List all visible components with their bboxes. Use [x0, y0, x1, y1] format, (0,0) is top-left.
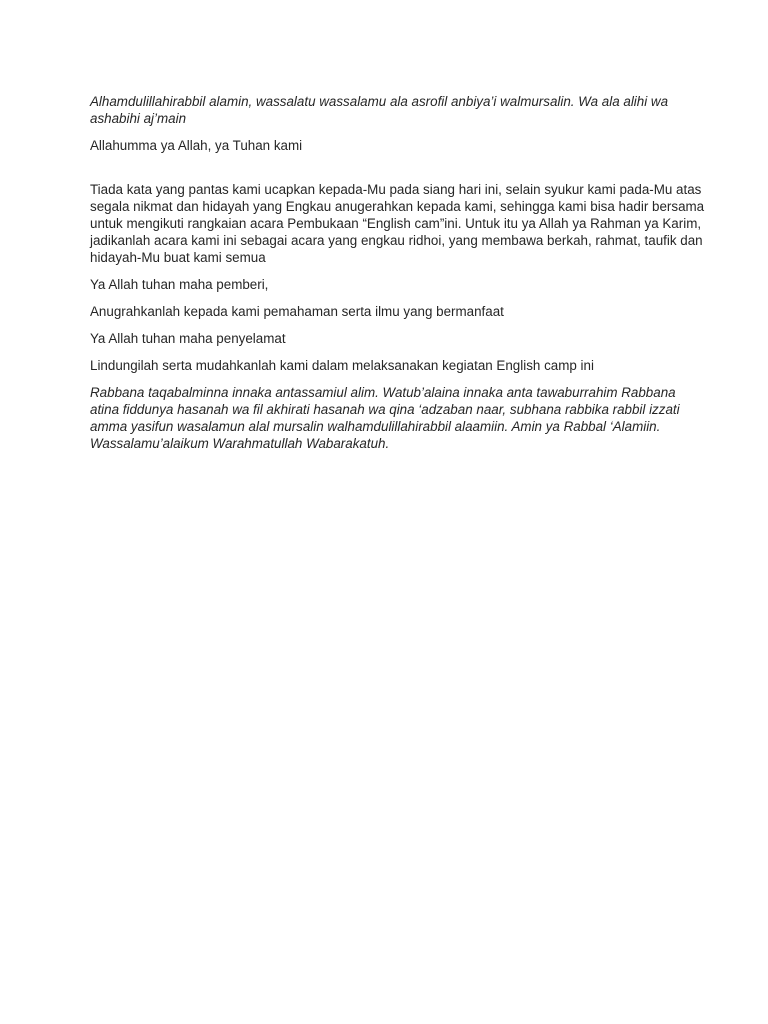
prayer-protection-line: Lindungilah serta mudahkanlah kami dalam melaksanakan kegiatan English camp ini	[90, 358, 594, 373]
invocation-paragraph: Allahumma ya Allah, ya Tuhan kami	[90, 138, 303, 153]
closing-prayer-paragraph: Rabbana taqabalminna innaka antassamiul alim. Watub’alaina innaka anta tawaburrahim Rabbana atina fiddunya hasanah wa fil akhirati hasanah wa qina ‘adzaban naar, subhana rabbika rabbil izzati amma yasifun wasalamun alal mursalin walhamdulillahirabbil alaamiin. Amin ya Rabbal ‘Alamiin. Wassalamu’alaikum Warahmatullah Wabarakatuh.	[90, 385, 680, 451]
prayer-giver-line: Ya Allah tuhan maha pemberi,	[90, 277, 269, 292]
opening-praise-paragraph: Alhamdulillahirabbil alamin, wassalatu wassalamu ala asrofil anbiya’i walmursalin. Wa ala alihi wa ashabihi aj’main	[90, 94, 669, 126]
prayer-knowledge-line: Anugrahkanlah kepada kami pemahaman serta ilmu yang bermanfaat	[90, 304, 504, 319]
gratitude-paragraph: Tiada kata yang pantas kami ucapkan kepada-Mu pada siang hari ini, selain syukur kami pada-Mu atas segala nikmat dan hidayah yang Engkau anugerahkan kepada kami, sehingga kami bisa hadir bersama untuk mengikuti rangkaian acara Pembukaan “English cam”ini. Untuk itu ya Allah ya Rahman ya Karim, jadikanlah acara kami ini sebagai acara yang engkau ridhoi, yang membawa berkah, rahmat, taufik dan hidayah-Mu buat kami semua	[90, 182, 705, 265]
prayer-savior-line: Ya Allah tuhan maha penyelamat	[90, 331, 286, 346]
